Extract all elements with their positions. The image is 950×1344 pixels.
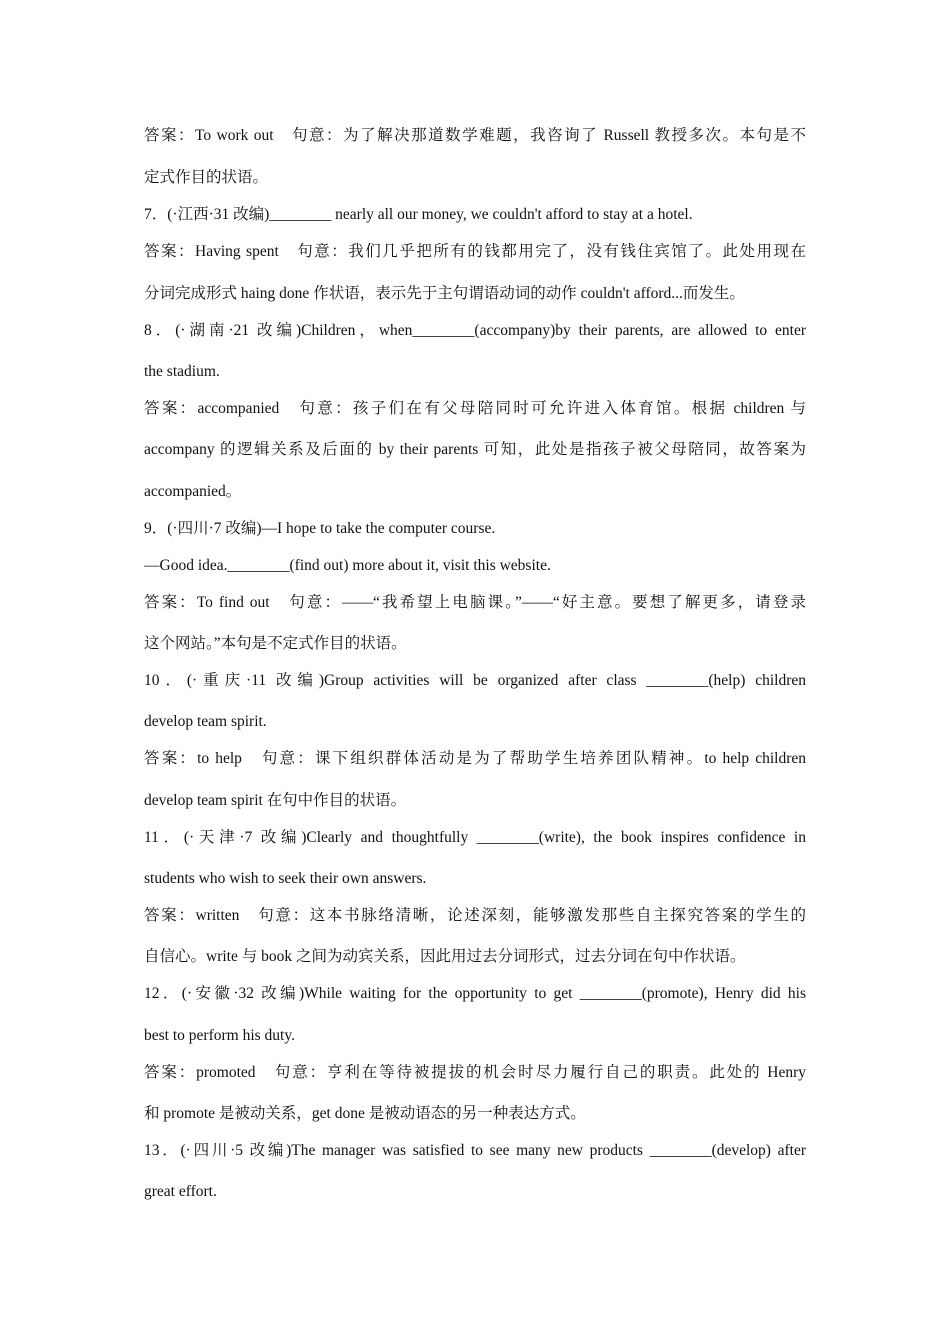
answer-line: 自信心。write 与 book 之间为动宾关系，因此用过去分词形式，过去分词在句中作状语。 xyxy=(144,948,746,965)
answer-line: 答案：To work out 句意：为了解决那道数学难题，我咨询了 Russell 教授多次。本句是不 xyxy=(144,127,806,144)
question-line: great effort. xyxy=(144,1183,217,1200)
question-line: best to perform his duty. xyxy=(144,1027,295,1044)
answer-line: 答案：To find out 句意：——“我希望上电脑课。”——“好主意。要想了解更多，请登录 xyxy=(144,594,806,611)
answer-line: 定式作目的状语。 xyxy=(144,169,269,186)
question-line: —Good idea.________(find out) more about it, visit this website. xyxy=(144,557,551,574)
answer-line: 答案：promoted 句意：亨利在等待被提拔的机会时尽力履行自己的职责。此处的 Henry xyxy=(144,1064,806,1081)
question-line: 11．(·天津·7 改编)Clearly and thoughtfully ________(write), the book inspires confidence in xyxy=(144,829,806,846)
question-line: 8．(·湖南·21 改编)Children，when________(accompany)by their parents, are allowed to enter xyxy=(144,322,806,339)
answer-line: 答案：Having spent 句意：我们几乎把所有的钱都用完了，没有钱住宾馆了。此处用现在 xyxy=(144,243,806,260)
answer-line: accompanied。 xyxy=(144,483,242,500)
question-line: 10．(·重庆·11 改编)Group activities will be organized after class ________(help) children xyxy=(144,672,806,689)
question-line: 9．(·四川·7 改编)—I hope to take the computer course. xyxy=(144,520,496,537)
question-line: students who wish to seek their own answers. xyxy=(144,870,427,887)
question-line: 13．(·四川·5 改编)The manager was satisfied to see many new products ________(develop) after xyxy=(144,1142,806,1159)
answer-line: 这个网站。”本句是不定式作目的状语。 xyxy=(144,635,407,652)
question-line: develop team spirit. xyxy=(144,713,267,730)
answer-line: 分词完成形式 haing done 作状语，表示先于主句谓语动词的动作 couldn't afford...而发生。 xyxy=(144,285,745,302)
question-line: 7．(·江西·31 改编)________ nearly all our money, we couldn't afford to stay at a hotel. xyxy=(144,206,693,223)
answer-line: 和 promote 是被动关系，get done 是被动语态的另一种表达方式。 xyxy=(144,1105,586,1122)
answer-line: 答案：accompanied 句意：孩子们在有父母陪同时可允许进入体育馆。根据 children 与 xyxy=(144,400,806,417)
answer-line: 答案：to help 句意：课下组织群体活动是为了帮助学生培养团队精神。to help children xyxy=(144,750,806,767)
answer-line: accompany 的逻辑关系及后面的 by their parents 可知，此处是指孩子被父母陪同，故答案为 xyxy=(144,441,806,458)
question-line: 12．(·安徽·32 改编)While waiting for the opportunity to get ________(promote), Henry did his xyxy=(144,985,806,1002)
question-line: the stadium. xyxy=(144,363,220,380)
answer-line: 答案：written 句意：这本书脉络清晰，论述深刻，能够激发那些自主探究答案的学生的 xyxy=(144,907,806,924)
answer-line: develop team spirit 在句中作目的状语。 xyxy=(144,792,407,809)
